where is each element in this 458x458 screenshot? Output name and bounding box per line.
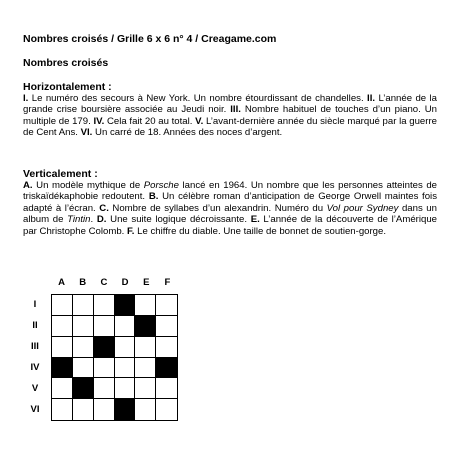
clue-text: Nombre de syllabes d’un alexandrin. Numéro du <box>108 202 327 214</box>
white-cell[interactable] <box>52 316 73 337</box>
white-cell[interactable] <box>94 316 115 337</box>
white-cell[interactable] <box>156 399 177 420</box>
white-cell[interactable] <box>94 378 115 399</box>
white-cell[interactable] <box>94 399 115 420</box>
clue-number: II. <box>367 93 376 104</box>
white-cell[interactable] <box>52 337 73 358</box>
row-label: VI <box>30 404 40 416</box>
row-label: V <box>31 383 39 395</box>
column-label: A <box>58 277 66 288</box>
clue-number: V. <box>195 115 204 127</box>
white-cell[interactable] <box>135 337 156 358</box>
clue-number: I. <box>23 93 29 104</box>
black-cell <box>94 337 115 358</box>
vertical-clues-section <box>23 168 437 237</box>
black-cell <box>52 358 73 379</box>
clue-number: D. <box>96 214 107 226</box>
page-title: Nombres croisés / Grille 6 x 6 n° 4 / Creagame.com <box>23 33 277 45</box>
horizontal-clues <box>23 93 437 139</box>
black-cell <box>115 399 136 420</box>
row-label: II <box>32 319 38 331</box>
clue-number: VI. <box>80 127 93 139</box>
clue-number: III. <box>230 104 241 116</box>
clue-title-italic: Tintin <box>67 214 91 226</box>
clue-number: C. <box>99 202 109 214</box>
crossword-grid <box>51 294 178 421</box>
clue-text: L’avant-dernière année du siècle marqué par la guerre de Cent Ans. <box>23 115 437 139</box>
column-label: D <box>121 277 129 288</box>
clue-text: Cela fait 20 au total. <box>104 115 196 127</box>
vertical-heading: Verticalement : <box>23 168 98 180</box>
column-label: F <box>164 277 171 288</box>
white-cell[interactable] <box>73 358 94 379</box>
black-cell <box>73 378 94 399</box>
white-cell[interactable] <box>115 337 136 358</box>
white-cell[interactable] <box>94 295 115 316</box>
clue-text: Une suite logique décroissante. <box>106 214 251 226</box>
black-cell <box>156 358 177 379</box>
clue-text: Nombre habituel de touches d’un piano. Un multiple de 179. <box>23 104 438 127</box>
clue-text: L’année de la découverte de l’Amérique par Christophe Colomb. <box>23 214 437 237</box>
clue-text: Un carré de 18. Années des noces d’argent. <box>92 127 283 139</box>
clue-number: A. <box>23 180 33 191</box>
white-cell[interactable] <box>156 337 177 358</box>
clue-title-italic: Porsche <box>143 180 179 191</box>
white-cell[interactable] <box>135 295 156 316</box>
column-label: B <box>79 277 87 288</box>
row-label: IV <box>30 362 40 374</box>
white-cell[interactable] <box>73 399 94 420</box>
page-subtitle: Nombres croisés <box>23 57 109 69</box>
clue-text: Le chiffre du diable. Une taille de bonnet de soutien-gorge. <box>134 225 387 237</box>
clue-text: . <box>90 214 97 226</box>
vertical-clues <box>23 180 437 237</box>
white-cell[interactable] <box>135 399 156 420</box>
black-cell <box>115 295 136 316</box>
column-label: C <box>100 277 108 288</box>
white-cell[interactable] <box>156 378 177 399</box>
white-cell[interactable] <box>52 378 73 399</box>
black-cell <box>135 316 156 337</box>
white-cell[interactable] <box>52 295 73 316</box>
clue-text: Un modèle mythique de <box>32 180 144 191</box>
white-cell[interactable] <box>73 316 94 337</box>
clue-text: lancé en 1964. Un nombre que les personnes atteintes de triskaïdékaphobie redoutent. <box>23 180 438 203</box>
clue-text: dans un album de <box>23 202 437 226</box>
white-cell[interactable] <box>156 316 177 337</box>
white-cell[interactable] <box>115 378 136 399</box>
clue-number: IV. <box>93 115 105 127</box>
white-cell[interactable] <box>135 358 156 379</box>
row-label: III <box>31 340 39 352</box>
clue-text: Un célèbre roman d’anticipation de George Orwell maintes fois adapté à l’écran. <box>23 191 437 214</box>
horizontal-clues-section <box>23 81 437 139</box>
clue-number: B. <box>148 191 159 203</box>
clue-text: L’année de la grande crise boursière associée au Jeudi noir. <box>23 93 438 116</box>
white-cell[interactable] <box>73 295 94 316</box>
row-label: I <box>33 298 37 310</box>
clue-text: Le numéro des secours à New York. Un nombre étourdissant de chandelles. <box>28 93 368 104</box>
clue-number: E. <box>250 214 260 226</box>
white-cell[interactable] <box>156 295 177 316</box>
white-cell[interactable] <box>115 358 136 379</box>
column-label: E <box>143 277 150 288</box>
white-cell[interactable] <box>135 378 156 399</box>
white-cell[interactable] <box>115 316 136 337</box>
clue-number: F. <box>126 225 135 237</box>
white-cell[interactable] <box>73 337 94 358</box>
clue-title-italic: Vol pour Sydney <box>326 202 399 214</box>
white-cell[interactable] <box>52 399 73 420</box>
horizontal-heading: Horizontalement : <box>23 81 112 93</box>
white-cell[interactable] <box>94 358 115 379</box>
